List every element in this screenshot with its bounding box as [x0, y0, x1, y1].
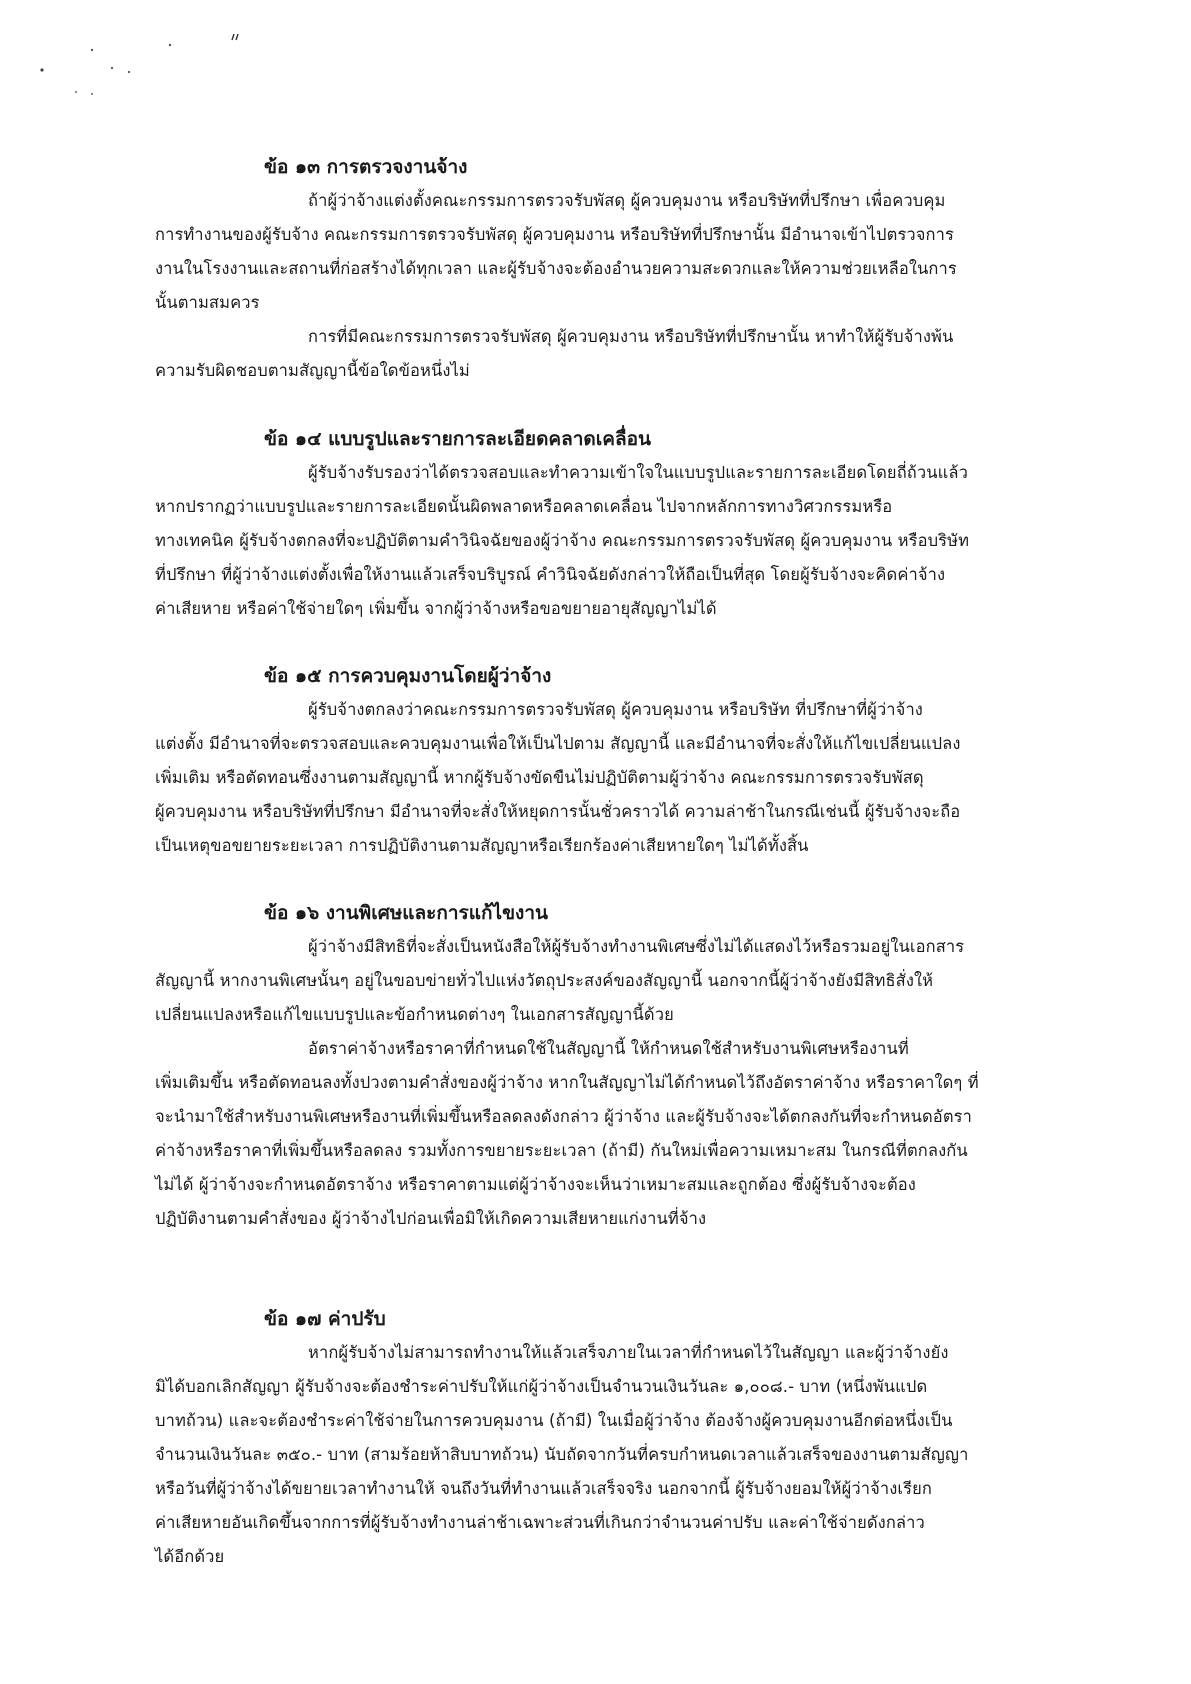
paragraph-line: แต่งตั้ง มีอำนาจที่จะตรวจสอบและควบคุมงานเพื่อให้เป็นไปตาม สัญญานี้ และมีอำนาจที่จะสั่งให้แก้ไขเปลี่ยนแปลง: [155, 734, 961, 753]
scan-speck: [232, 34, 238, 40]
paragraph-line: ที่ปรึกษา ที่ผู้ว่าจ้างแต่งตั้งเพื่อให้งานแล้วเสร็จบริบูรณ์ คำวินิจฉัยดังกล่าวให้ถือเป็นที่สุด โดยผู้รับจ้างจะคิดค่าจ้าง: [155, 565, 946, 584]
scan-speck: [169, 44, 171, 46]
paragraph-line: ไม่ได้ ผู้ว่าจ้างจะกำหนดอัตราจ้าง หรือราคาตามแต่ผู้ว่าจ้างจะเห็นว่าเหมาะสมและถูกต้อง ซึ่งผู้รับจ้างจะต้อง: [155, 1175, 916, 1194]
paragraph-line: หรือวันที่ผู้ว่าจ้างได้ขยายเวลาทำงานให้ จนถึงวันที่ทำงานแล้วเสร็จจริง นอกจากนี้ ผู้รับจ้างยอมให้ผู้ว่าจ้างเรียก: [155, 1479, 932, 1498]
paragraph-line: มิได้บอกเลิกสัญญา ผู้รับจ้างจะต้องชำระค่าปรับให้แก่ผู้ว่าจ้างเป็นจำนวนเงินวันละ ๑,๐๐๘.- บาท (หนึ่งพันแปด: [155, 1377, 928, 1396]
paragraph-line: ได้อีกด้วย: [155, 1547, 225, 1566]
paragraph-line: เพิ่มเติมขึ้น หรือตัดทอนลงทั้งปวงตามคำสั่งของผู้ว่าจ้าง หากในสัญญาไม่ได้กำหนดไว้ถึงอัตราค่าจ้าง หรือราคาใดๆ ที่: [155, 1073, 979, 1092]
section-heading: ข้อ ๑๖ งานพิเศษและการแก้ไขงาน: [264, 902, 548, 924]
paragraph-line: ผู้รับจ้างตกลงว่าคณะกรรมการตรวจรับพัสดุ ผู้ควบคุมงาน หรือบริษัท ที่ปรึกษาที่ผู้ว่าจ้าง: [308, 700, 923, 719]
paragraph-line: ถ้าผู้ว่าจ้างแต่งตั้งคณะกรรมการตรวจรับพัสดุ ผู้ควบคุมงาน หรือบริษัทที่ปรึกษา เพื่อควบคุม: [308, 191, 946, 210]
scan-speck: [128, 71, 130, 73]
paragraph-line: ค่าเสียหายอันเกิดขึ้นจากการที่ผู้รับจ้างทำงานล่าช้าเฉพาะส่วนที่เกินกว่าจำนวนค่าปรับ และค่าใช้จ่ายดังกล่าว: [155, 1513, 925, 1532]
scan-speck: [75, 91, 77, 93]
paragraph-line: ทางเทคนิค ผู้รับจ้างตกลงที่จะปฏิบัติตามคำวินิจฉัยของผู้ว่าจ้าง คณะกรรมการตรวจรับพัสดุ ผู้ควบคุมงาน หรือบริษัท: [155, 531, 970, 550]
scan-speck: [91, 49, 93, 51]
paragraph-line: ค่าเสียหาย หรือค่าใช้จ่ายใดๆ เพิ่มขึ้น จากผู้ว่าจ้างหรือขอขยายอายุสัญญาไม่ได้: [155, 599, 717, 618]
paragraph-line: เพิ่มเติม หรือตัดทอนซึ่งงานตามสัญญานี้ หากผู้รับจ้างขัดขืนไม่ปฏิบัติตามผู้ว่าจ้าง คณะกรรมการตรวจรับพัสดุ: [155, 768, 924, 787]
scan-speck: [91, 93, 93, 95]
paragraph-line: นั้นตามสมควร: [155, 293, 260, 312]
paragraph-line: การทำงานของผู้รับจ้าง คณะกรรมการตรวจรับพัสดุ ผู้ควบคุมงาน หรือบริษัทที่ปรึกษานั้น มีอำนาจเข้าไปตรวจการ: [155, 225, 954, 244]
section-heading: ข้อ ๑๕ การควบคุมงานโดยผู้ว่าจ้าง: [264, 665, 552, 687]
paragraph-line: อัตราค่าจ้างหรือราคาที่กำหนดใช้ในสัญญานี้ ให้กำหนดใช้สำหรับงานพิเศษหรืองานที่: [308, 1039, 909, 1058]
scan-marks: [36, 30, 266, 110]
paragraph-line: หากผู้รับจ้างไม่สามารถทำงานให้แล้วเสร็จภายในเวลาที่กำหนดไว้ในสัญญา และผู้ว่าจ้างยัง: [308, 1343, 949, 1362]
paragraph-line: ปฏิบัติงานตามคำสั่งของ ผู้ว่าจ้างไปก่อนเพื่อมิให้เกิดความเสียหายแก่งานที่จ้าง: [155, 1209, 707, 1228]
paragraph-line: เปลี่ยนแปลงหรือแก้ไขแบบรูปและข้อกำหนดต่างๆ ในเอกสารสัญญานี้ด้วย: [155, 1005, 674, 1024]
paragraph-line: จำนวนเงินวันละ ๓๕๐.- บาท (สามร้อยห้าสิบบาทถ้วน) นับถัดจากวันที่ครบกำหนดเวลาแล้วเสร็จของงานตามสัญญา: [155, 1445, 969, 1464]
paragraph-line: สัญญานี้ หากงานพิเศษนั้นๆ อยู่ในขอบข่ายทั่วไปแห่งวัตถุประสงค์ของสัญญานี้ นอกจากนี้ผู้ว่าจ้างยังมีสิทธิสั่งให้: [155, 971, 934, 990]
paragraph-line: ผู้ว่าจ้างมีสิทธิที่จะสั่งเป็นหนังสือให้ผู้รับจ้างทำงานพิเศษซึ่งไม่ได้แสดงไว้หรือรวมอยู่ในเอกสาร: [308, 937, 965, 956]
paragraph-line: ความรับผิดชอบตามสัญญานี้ข้อใดข้อหนึ่งไม่: [155, 361, 470, 380]
paragraph-line: หากปรากฏว่าแบบรูปและรายการละเอียดนั้นผิดพลาดหรือคลาดเคลื่อน ไปจากหลักการทางวิศวกรรมหรือ: [155, 497, 893, 516]
paragraph-line: บาทถ้วน) และจะต้องชำระค่าใช้จ่ายในการควบคุมงาน (ถ้ามี) ในเมื่อผู้ว่าจ้าง ต้องจ้างผู้ควบคุมงานอีกต่อหนึ่งเป็น: [155, 1411, 953, 1430]
section-heading: ข้อ ๑๔ แบบรูปและรายการละเอียดคลาดเคลื่อน: [264, 428, 652, 450]
paragraph-line: ผู้ควบคุมงาน หรือบริษัทที่ปรึกษา มีอำนาจที่จะสั่งให้หยุดการนั้นชั่วคราวได้ ความล่าช้าในกรณีเช่นนี้ ผู้รับจ้างจะถือ: [155, 802, 961, 821]
paragraph-line: ผู้รับจ้างรับรองว่าได้ตรวจสอบและทำความเข้าใจในแบบรูปและรายการละเอียดโดยถี่ถ้วนแล้ว: [308, 463, 968, 482]
scan-speck: [40, 68, 43, 71]
paragraph-line: จะนำมาใช้สำหรับงานพิเศษหรืองานที่เพิ่มขึ้นหรือลดลงดังกล่าว ผู้ว่าจ้าง และผู้รับจ้างจะได้ตกลงกันที่จะกำหนดอัตรา: [155, 1107, 972, 1126]
paragraph-line: งานในโรงงานและสถานที่ก่อสร้างได้ทุกเวลา และผู้รับจ้างจะต้องอำนวยความสะดวกและให้ความช่วยเหลือในการ: [155, 259, 957, 278]
section-heading: ข้อ ๑๗ ค่าปรับ: [264, 1308, 386, 1330]
paragraph-line: การที่มีคณะกรรมการตรวจรับพัสดุ ผู้ควบคุมงาน หรือบริษัทที่ปรึกษานั้น หาทำให้ผู้รับจ้างพ้น: [308, 327, 954, 346]
paragraph-line: เป็นเหตุขอขยายระยะเวลา การปฏิบัติงานตามสัญญาหรือเรียกร้องค่าเสียหายใดๆ ไม่ได้ทั้งสิ้น: [155, 836, 809, 855]
paragraph-line: ค่าจ้างหรือราคาที่เพิ่มขึ้นหรือลดลง รวมทั้งการขยายระยะเวลา (ถ้ามี) กันใหม่เพื่อความเหมาะสม ในกรณีที่ตกลงกัน: [155, 1141, 968, 1160]
section-heading: ข้อ ๑๓ การตรวจงานจ้าง: [264, 156, 468, 178]
scan-speck: [111, 67, 113, 69]
